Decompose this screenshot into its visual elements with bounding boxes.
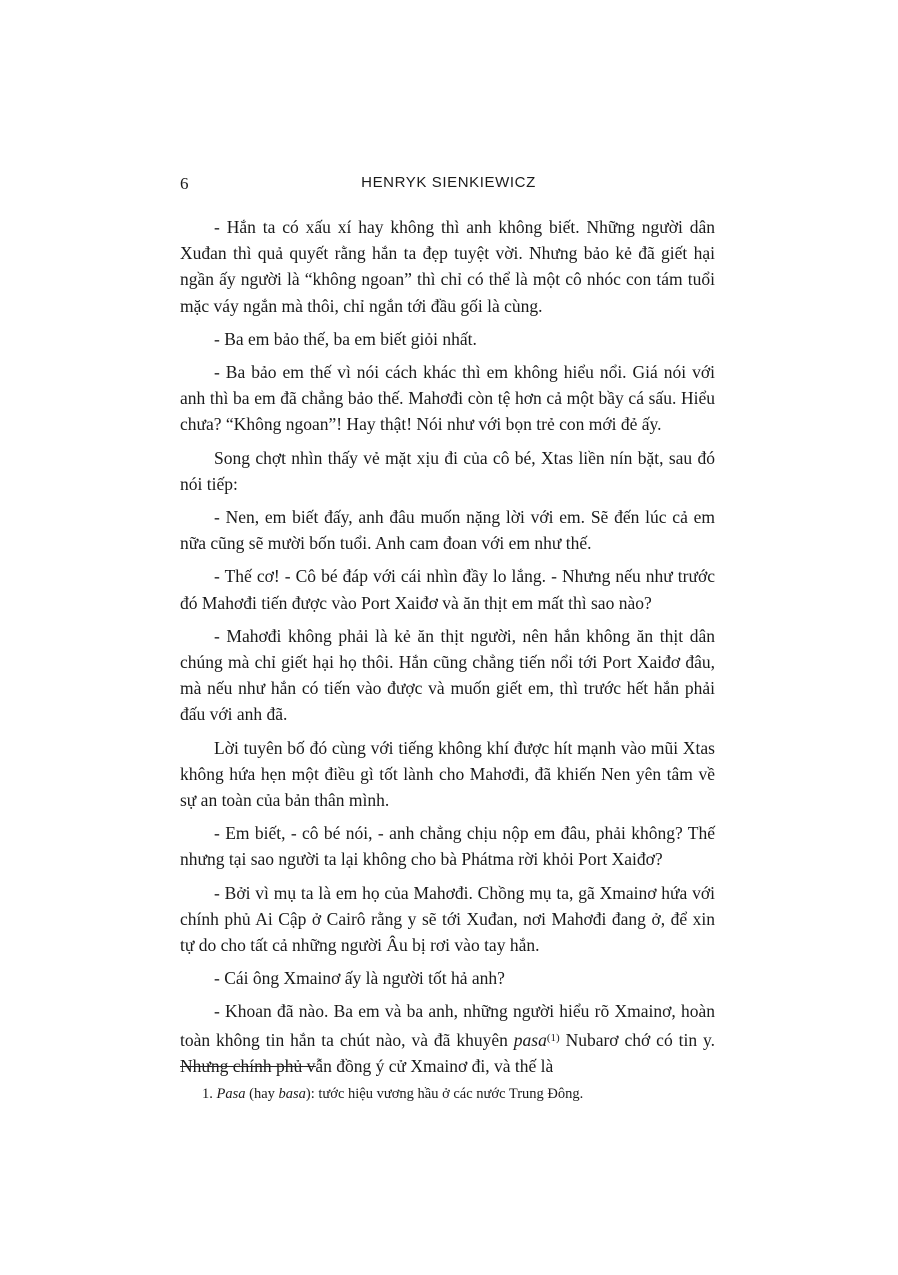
paragraph-last xyxy=(180,998,715,1079)
paragraph: - Thế cơ! - Cô bé đáp với cái nhìn đầy lo lắng. - Nhưng nếu như trước đó Mahơđi tiến được vào Port Xaiđơ và ăn thịt em mất thì sao nào? xyxy=(180,566,715,613)
paragraph: - Ba bảo em thế vì nói cách khác thì em không hiểu nổi. Giá nói với anh thì ba em đã chẳng bảo thế. Mahơđi còn tệ hơn cả một bầy cá sấu. Hiểu chưa? “Không ngoan”! Hay thật! Nói như với bọn trẻ con mới đẻ ấy. xyxy=(180,362,715,435)
footnote-text: (hay xyxy=(245,1086,279,1102)
paragraph: - Cái ông Xmainơ ấy là người tốt hả anh? xyxy=(214,968,505,989)
paragraph: - Mahơđi không phải là kẻ ăn thịt người, nên hắn không ăn thịt dân chúng mà chỉ giết hại họ thôi. Hắn cũng chẳng tiến nổi tới Port Xaiđơ đâu, mà nếu như hắn có tiến vào được và muốn giết em, thì trước hết hắn phải đấu với anh đã. xyxy=(180,625,715,725)
paragraph: - Nen, em biết đấy, anh đâu muốn nặng lời với em. Sẽ đến lúc cả em nữa cũng sẽ mười bốn tuổi. Anh cam đoan với em như thế. xyxy=(180,507,715,554)
footnote-divider xyxy=(180,1066,316,1067)
footnote-term: Pasa xyxy=(216,1086,246,1102)
paragraph-text: - Khoan đã nào. Ba em và ba anh, những người hiểu rõ Xmainơ, hoàn toàn không tin hắn ta chút nào, và đã khuyên xyxy=(180,1001,715,1050)
paragraph: - Hắn ta có xấu xí hay không thì anh không biết. Những người dân Xuđan thì quả quyết rằng hắn ta đẹp tuyệt vời. Nhưng bảo kẻ đã giết hại ngần ấy người là “không ngoan” thì chỉ có thể là một cô nhóc con tám tuổi mặc váy ngắn mà thôi, chỉ ngắn tới đầu gối là cùng. xyxy=(180,217,715,316)
paragraph: - Bởi vì mụ ta là em họ của Mahơđi. Chồng mụ ta, gã Xmainơ hứa với chính phủ Ai Cập ở Cairô rằng y sẽ tới Xuđan, nơi Mahơđi đang ở, để xin tự do cho tất cả những người Âu bị rơi vào tay hắn. xyxy=(180,882,715,956)
page-number: 6 xyxy=(180,174,189,193)
footnote-number: 1. xyxy=(202,1086,217,1102)
footnote-marker: (1) xyxy=(546,1031,560,1044)
italic-term: pasa xyxy=(513,1029,547,1050)
footnote xyxy=(202,1084,702,1104)
paragraph: - Em biết, - cô bé nói, - anh chẳng chịu nộp em đâu, phải không? Thế nhưng tại sao người ta lại không cho bà Phátma rời khỏi Port Xaiđơ? xyxy=(180,823,715,870)
footnote-definition: ): tước hiệu vương hầu ở các nước Trung Đông. xyxy=(305,1086,584,1102)
paragraph: Song chợt nhìn thấy vẻ mặt xịu đi của cô bé, Xtas liền nín bặt, sau đó nói tiếp: xyxy=(180,447,715,494)
running-head xyxy=(180,174,717,196)
body-text xyxy=(180,214,715,1086)
paragraph: Lời tuyên bố đó cùng với tiếng không khí được hít mạnh vào mũi Xtas không hứa hẹn một điều gì tốt lành cho Mahơđi, đã khiến Nen yên tâm về sự an toàn của bản thân mình. xyxy=(180,737,715,811)
paragraph: - Ba em bảo thế, ba em biết giỏi nhất. xyxy=(214,328,477,349)
paragraph-text: Nubarơ chớ có tin y. Nhưng chính phủ vẫn đồng ý cử Xmainơ đi, và thế là xyxy=(180,1029,715,1076)
footnote-variant: basa xyxy=(278,1086,306,1102)
running-title: HENRYK SIENKIEWICZ xyxy=(361,174,536,191)
